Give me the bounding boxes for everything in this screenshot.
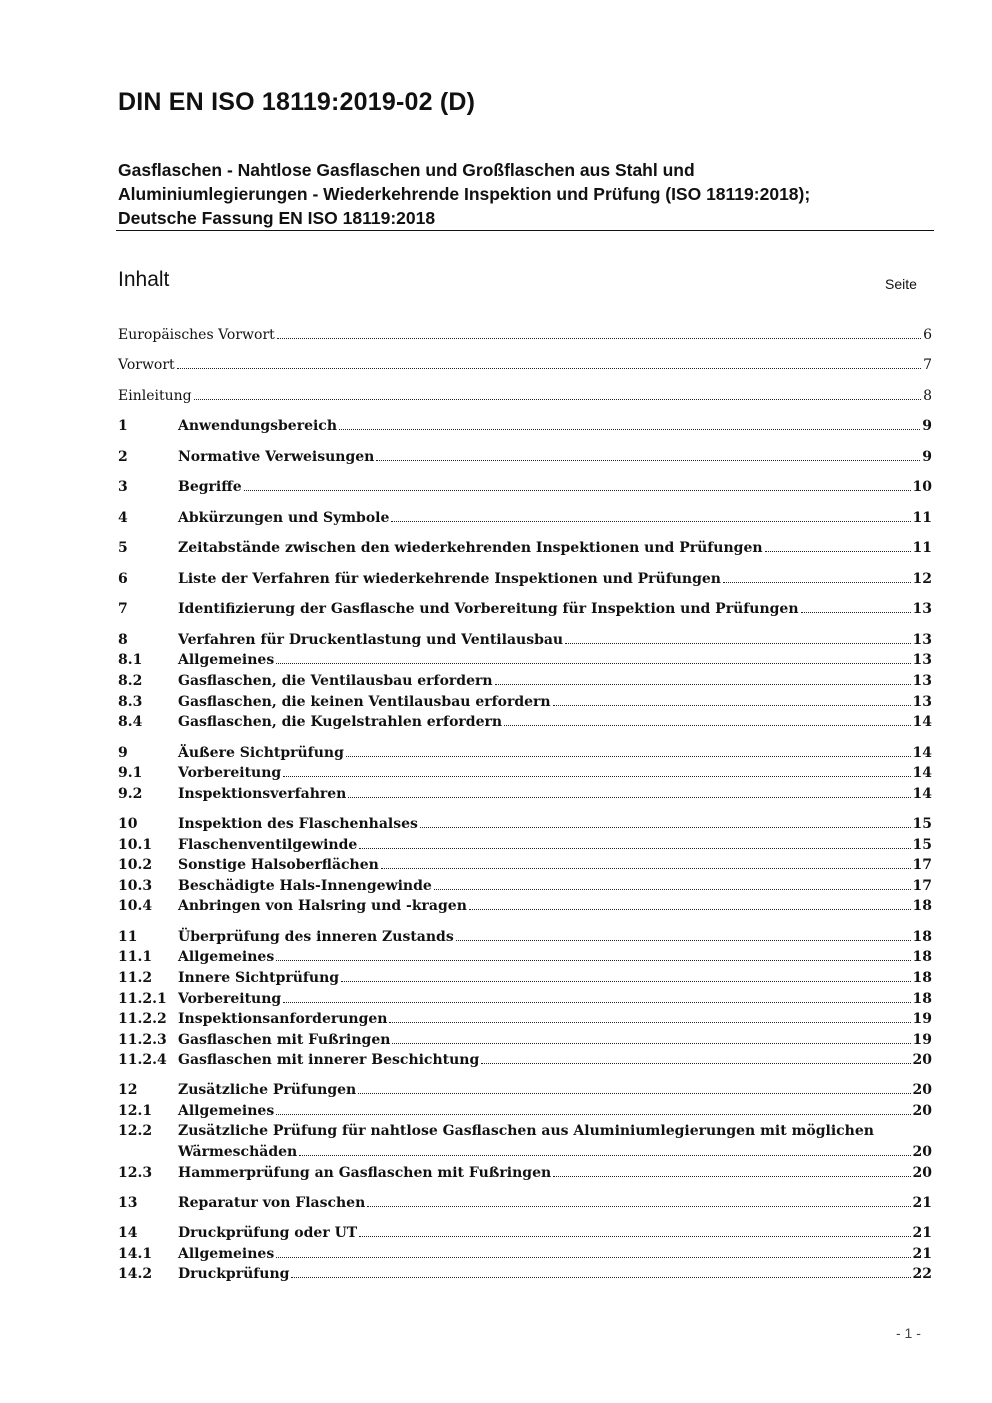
toc-entry-title: Europäisches Vorwort	[118, 327, 275, 343]
toc-entry-title: Sonstige Halsoberflächen	[178, 857, 379, 873]
toc-entry[interactable]	[118, 650, 932, 670]
toc-entry-title: Druckprüfung oder UT	[178, 1225, 358, 1241]
toc-entry-title: Verfahren für Druckentlastung und Ventilausbau	[178, 632, 564, 648]
toc-entry[interactable]	[118, 1101, 932, 1121]
toc-entry[interactable]	[118, 1009, 932, 1029]
dot-leader	[481, 1063, 910, 1064]
toc-entry-page: 9	[922, 418, 932, 434]
toc-entry-number: 11.2	[118, 970, 153, 986]
toc-entry[interactable]	[118, 325, 932, 345]
toc-entry-number: 11.2.4	[118, 1052, 167, 1068]
header-divider	[116, 230, 934, 231]
toc-entry-title: Vorbereitung	[178, 765, 282, 781]
toc-entry[interactable]	[118, 447, 932, 467]
toc-entry-title: Allgemeines	[178, 949, 275, 965]
toc-entry-page: 14	[912, 786, 932, 802]
dot-leader	[553, 705, 911, 706]
toc-entry-title: Anbringen von Halsring und -kragen	[178, 898, 467, 914]
toc-entry-title: Identifizierung der Gasflasche und Vorbereitung für Inspektion und Prüfungen	[178, 601, 799, 617]
toc-entry[interactable]	[118, 386, 932, 406]
toc-entry-page: 19	[912, 1011, 932, 1027]
toc-entry-page: 13	[912, 652, 932, 668]
dot-leader	[359, 1236, 910, 1237]
dot-leader	[469, 909, 911, 910]
toc-entry-title: Druckprüfung	[178, 1266, 290, 1282]
toc-entry-title: Abkürzungen und Symbole	[178, 510, 390, 526]
dot-leader	[367, 1206, 910, 1207]
toc-entry[interactable]	[118, 784, 932, 804]
toc-entry[interactable]	[118, 477, 932, 497]
toc-entry-title: Innere Sichtprüfung	[178, 970, 340, 986]
dot-leader	[244, 490, 911, 491]
toc-entry-page: 13	[912, 694, 932, 710]
toc-entry-title: Gasflaschen, die Ventilausbau erfordern	[178, 673, 493, 689]
toc-entry-page: 18	[912, 929, 932, 945]
toc-entry-page: 21	[912, 1225, 932, 1241]
toc-entry-page: 10	[912, 479, 932, 495]
footer-page-number: - 1 -	[896, 1325, 921, 1341]
toc-entry-number: 10	[118, 816, 138, 832]
dot-leader	[389, 1022, 910, 1023]
toc-entry-page: 12	[912, 571, 932, 587]
toc-entry-title: Gasflaschen, die Kugelstrahlen erfordern	[178, 714, 503, 730]
toc-entry-title: Begriffe	[178, 479, 242, 495]
toc-entry-number: 3	[118, 479, 128, 495]
toc-entry-number: 8.2	[118, 673, 143, 689]
toc-entry-title: Beschädigte Hals-Innengewinde	[178, 878, 432, 894]
toc-entry-page: 13	[912, 673, 932, 689]
toc-entry-number: 9.1	[118, 765, 143, 781]
toc-entry-title: Allgemeines	[178, 1103, 275, 1119]
document-subtitle	[118, 158, 934, 230]
subtitle-line: Deutsche Fassung EN ISO 18119:2018	[118, 208, 436, 228]
toc-entry-number: 11.2.2	[118, 1011, 167, 1027]
dot-leader	[376, 460, 920, 461]
toc-entry-page: 6	[923, 327, 932, 343]
toc-entry-number: 12.3	[118, 1165, 153, 1181]
toc-entry-page: 14	[912, 765, 932, 781]
toc-entry[interactable]	[118, 569, 932, 589]
toc-entry-number: 11.2.1	[118, 991, 167, 1007]
dot-leader	[553, 1176, 910, 1177]
toc-entry[interactable]	[118, 835, 932, 855]
subtitle-line: Aluminiumlegierungen - Wiederkehrende Inspektion und Prüfung (ISO 18119:2018);	[118, 184, 811, 204]
toc-entry-page: 11	[912, 540, 932, 556]
dot-leader	[276, 1257, 910, 1258]
toc-entry-title: Allgemeines	[178, 652, 275, 668]
dot-leader	[456, 940, 911, 941]
toc-entry-title: Hammerprüfung an Gasflaschen mit Fußringen	[178, 1165, 552, 1181]
dot-leader	[723, 582, 911, 583]
dot-leader	[276, 960, 910, 961]
toc-entry-title: Äußere Sichtprüfung	[178, 745, 344, 761]
toc-entry[interactable]	[118, 599, 932, 619]
toc-entry[interactable]	[118, 1030, 932, 1050]
toc-entry[interactable]	[118, 508, 932, 528]
toc-entry[interactable]	[118, 1264, 932, 1284]
dot-leader	[434, 889, 911, 890]
dot-leader	[346, 756, 911, 757]
toc-entry-page: 14	[912, 714, 932, 730]
dot-leader	[341, 981, 910, 982]
dot-leader	[283, 1002, 910, 1003]
toc-entry-title: Normative Verweisungen	[178, 449, 375, 465]
toc-entry[interactable]	[118, 876, 932, 896]
toc-entry-title: Zeitabstände zwischen den wiederkehrenden Inspektionen und Prüfungen	[178, 540, 763, 556]
dot-leader	[565, 643, 910, 644]
toc-entry-page: 18	[912, 970, 932, 986]
toc-entry-page: 20	[912, 1103, 932, 1119]
toc-entry-page: 19	[912, 1032, 932, 1048]
toc-entry[interactable]	[118, 947, 932, 967]
toc-entry-number: 8.1	[118, 652, 143, 668]
toc-entry-number: 12.1	[118, 1103, 153, 1119]
toc-heading: Inhalt	[118, 268, 170, 291]
toc-entry[interactable]	[118, 814, 932, 834]
dot-leader	[276, 663, 910, 664]
toc-entry-page: 20	[912, 1143, 932, 1160]
toc-entry-page: 14	[912, 745, 932, 761]
toc-entry-number: 8.4	[118, 714, 143, 730]
toc-entry-number: 2	[118, 449, 128, 465]
toc-entry-title: Gasflaschen mit innerer Beschichtung	[178, 1052, 480, 1068]
toc-entry-number: 5	[118, 540, 128, 556]
toc-entry-number: 9.2	[118, 786, 143, 802]
toc-entry[interactable]	[118, 538, 932, 558]
toc-entry-title: Inspektionsanforderungen	[178, 1011, 388, 1027]
dot-leader	[283, 776, 910, 777]
toc-entry-title: Flaschenventilgewinde	[178, 837, 358, 853]
toc-entry[interactable]	[118, 1163, 932, 1183]
toc-entry[interactable]	[118, 1050, 932, 1070]
toc-entry-page: 20	[912, 1052, 932, 1068]
dot-leader	[381, 868, 911, 869]
toc-entry-number: 7	[118, 601, 128, 617]
toc-entry-number: 12	[118, 1082, 138, 1098]
dot-leader	[276, 1114, 910, 1115]
dot-leader	[504, 725, 910, 726]
toc-entry-title: Liste der Verfahren für wiederkehrende Inspektionen und Prüfungen	[178, 571, 721, 587]
toc-entry-number: 14	[118, 1225, 138, 1241]
toc-entry[interactable]	[118, 692, 932, 712]
toc-entry-page: 18	[912, 949, 932, 965]
toc-entry-title: Gasflaschen, die keinen Ventilausbau erfordern	[178, 694, 551, 710]
toc-entry[interactable]	[118, 927, 932, 947]
dot-leader	[392, 1043, 910, 1044]
subtitle-line: Gasflaschen - Nahtlose Gasflaschen und Großflaschen aus Stahl und	[118, 160, 695, 180]
toc-entry[interactable]	[118, 1223, 932, 1243]
toc-entry-number: 13	[118, 1195, 138, 1211]
toc-entry[interactable]	[118, 1244, 932, 1264]
toc-entry-number: 10.4	[118, 898, 153, 914]
toc-entry[interactable]	[118, 763, 932, 783]
toc-entry-page: 21	[912, 1195, 932, 1211]
toc-entry-title: Vorwort	[118, 357, 175, 373]
toc-entry-title: Zusätzliche Prüfung für nahtlose Gasflaschen aus Aluminiumlegierungen mit möglichen	[178, 1123, 874, 1139]
toc-entry-title: Anwendungsbereich	[178, 418, 337, 434]
toc-entry[interactable]	[118, 743, 932, 763]
page-column-label: Seite	[885, 276, 917, 292]
dot-leader	[358, 1093, 910, 1094]
toc-entry-title: Gasflaschen mit Fußringen	[178, 1032, 391, 1048]
toc-entry[interactable]	[118, 712, 932, 732]
toc-entry-number: 8	[118, 632, 128, 648]
toc-entry-title: Zusätzliche Prüfungen	[178, 1082, 357, 1098]
toc-entry-title: Einleitung	[118, 388, 192, 404]
dot-leader	[359, 848, 910, 849]
toc-entry-page: 13	[912, 601, 932, 617]
dot-leader	[420, 827, 911, 828]
toc-entry[interactable]	[118, 1121, 932, 1162]
dot-leader	[495, 684, 911, 685]
toc-entry-page: 17	[912, 878, 932, 894]
toc-entry-title-continued: Wärmeschäden	[178, 1143, 298, 1160]
toc-entry-page: 20	[912, 1082, 932, 1098]
toc-entry[interactable]	[118, 416, 932, 436]
toc-entry-number: 10.3	[118, 878, 153, 894]
toc-entry[interactable]	[118, 630, 932, 650]
toc-entry-title: Allgemeines	[178, 1246, 275, 1262]
toc-entry-number: 12.2	[118, 1123, 153, 1139]
toc-entry-page: 22	[912, 1266, 932, 1282]
toc-entry-number: 6	[118, 571, 128, 587]
toc-entry[interactable]	[118, 355, 932, 375]
toc-entry[interactable]	[118, 1193, 932, 1213]
toc-entry[interactable]	[118, 989, 932, 1009]
dot-leader	[177, 368, 921, 369]
dot-leader	[299, 1155, 910, 1156]
toc-entry[interactable]	[118, 671, 932, 691]
toc-entry-page: 18	[912, 991, 932, 1007]
toc-entry-number: 14.1	[118, 1246, 153, 1262]
toc-entry-number: 10.1	[118, 837, 153, 853]
toc-entry-title: Vorbereitung	[178, 991, 282, 1007]
dot-leader	[391, 521, 910, 522]
toc-entry-page: 13	[912, 632, 932, 648]
dot-leader	[339, 429, 920, 430]
toc-entry-page: 20	[912, 1165, 932, 1181]
toc-entry-number: 10.2	[118, 857, 153, 873]
toc-entry-page: 21	[912, 1246, 932, 1262]
toc-entry-number: 1	[118, 418, 128, 434]
toc-entry[interactable]	[118, 1080, 932, 1100]
toc-entry[interactable]	[118, 968, 932, 988]
toc-entry-page: 9	[922, 449, 932, 465]
toc-entry-title: Inspektionsverfahren	[178, 786, 347, 802]
dot-leader	[194, 399, 922, 400]
toc-entry-number: 4	[118, 510, 128, 526]
toc-entry-title: Reparatur von Flaschen	[178, 1195, 366, 1211]
dot-leader	[348, 797, 910, 798]
dot-leader	[801, 612, 911, 613]
toc-entry-number: 11.2.3	[118, 1032, 167, 1048]
toc-entry-page: 15	[912, 837, 932, 853]
toc-entry-page: 17	[912, 857, 932, 873]
toc-entry-number: 9	[118, 745, 128, 761]
toc-entry-number: 11	[118, 929, 138, 945]
toc-entry[interactable]	[118, 855, 932, 875]
toc-entry-page: 18	[912, 898, 932, 914]
document-id: DIN EN ISO 18119:2019-02 (D)	[118, 88, 476, 116]
toc-entry[interactable]	[118, 896, 932, 916]
toc-entry-page: 7	[923, 357, 932, 373]
toc-entry-number: 14.2	[118, 1266, 153, 1282]
dot-leader	[765, 551, 911, 552]
toc-entry-number: 8.3	[118, 694, 143, 710]
dot-leader	[291, 1277, 910, 1278]
toc-entry-page: 15	[912, 816, 932, 832]
toc-entry-number: 11.1	[118, 949, 153, 965]
toc-entry-page: 8	[923, 388, 932, 404]
dot-leader	[277, 338, 921, 339]
toc-entry-title: Inspektion des Flaschenhalses	[178, 816, 418, 832]
toc-entry-page: 11	[912, 510, 932, 526]
toc-entry-title: Überprüfung des inneren Zustands	[178, 929, 454, 945]
